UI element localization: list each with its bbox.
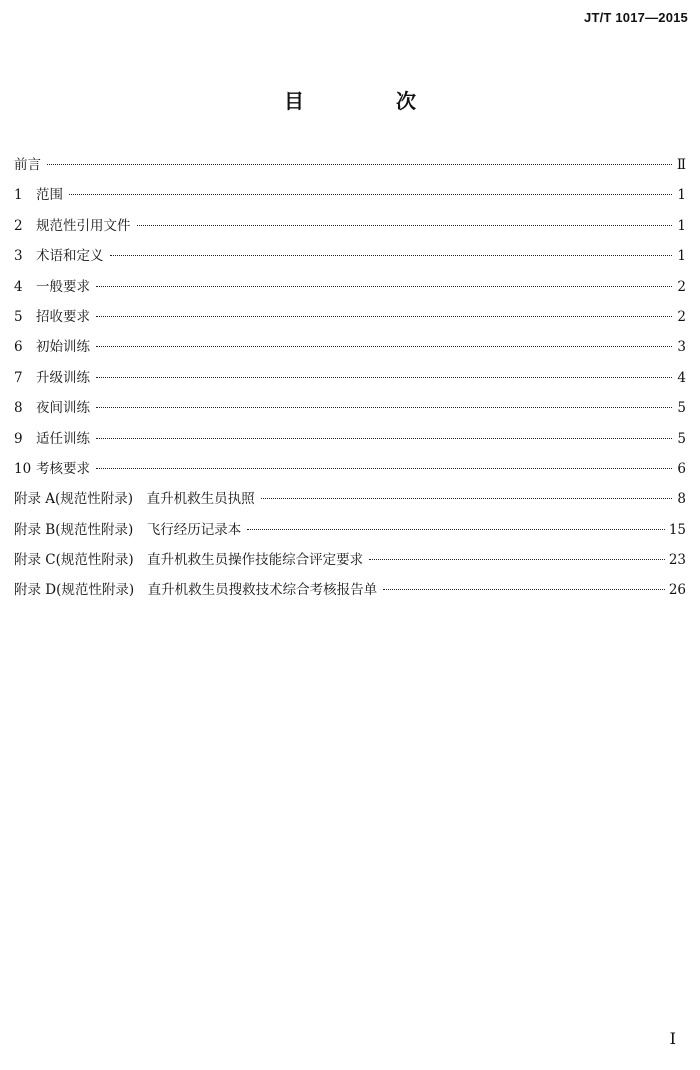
toc-entry-title: 升级训练 <box>36 369 90 386</box>
toc-dot-leader <box>96 438 672 439</box>
toc-entry-page: 8 <box>677 491 686 508</box>
toc-dot-leader <box>383 589 665 590</box>
toc-entry[interactable] <box>14 363 686 393</box>
toc-entry-title: 前言 <box>14 157 41 173</box>
toc-entry[interactable] <box>14 332 686 362</box>
toc-entry-page: Ⅱ <box>676 157 686 173</box>
toc-entry-page: 26 <box>668 582 686 599</box>
toc-entry-title: 规范性引用文件 <box>36 217 131 234</box>
toc-entry-number: 9 <box>14 430 23 447</box>
toc-entry-title: 适任训练 <box>36 430 90 447</box>
toc-entry-page: 1 <box>677 248 686 265</box>
toc-entry-page: 1 <box>677 187 686 204</box>
toc-entry-number: 2 <box>14 217 23 234</box>
toc-entry[interactable] <box>14 454 686 484</box>
toc-dot-leader <box>96 407 672 408</box>
toc-entry-number: 1 <box>14 187 23 204</box>
page-title: 目 次 <box>284 89 452 113</box>
toc-dot-leader <box>137 225 673 226</box>
standard-code: JT/T 1017—2015 <box>584 10 688 25</box>
toc-entry[interactable] <box>14 515 686 545</box>
toc-entry-page: 5 <box>677 400 686 417</box>
toc-entry-number: 10 <box>14 460 32 477</box>
toc-entry-number: 3 <box>14 248 23 265</box>
toc-dot-leader <box>369 559 665 560</box>
toc-entry-page: 4 <box>677 369 686 386</box>
toc-entry-title: 初始训练 <box>36 339 90 356</box>
toc-entry-number: 4 <box>14 278 23 295</box>
toc-dot-leader <box>261 498 672 499</box>
toc-entry-title: 附录 C(规范性附录) 直升机救生员操作技能综合评定要求 <box>14 552 364 569</box>
toc-dot-leader <box>110 255 673 256</box>
toc-entry-page: 5 <box>677 430 686 447</box>
toc-entry-number: 8 <box>14 400 23 417</box>
toc-entry-title: 范围 <box>36 187 63 204</box>
toc-entry-title: 附录 B(规范性附录) 飞行经历记录本 <box>14 521 242 538</box>
toc-entry-title: 考核要求 <box>36 460 90 477</box>
toc-entry-page: 3 <box>677 339 686 356</box>
toc-entry[interactable] <box>14 545 686 575</box>
toc-dot-leader <box>96 377 672 378</box>
toc-entry-title: 附录 D(规范性附录) 直升机救生员搜救技术综合考核报告单 <box>14 582 378 599</box>
toc-entry-page: 2 <box>677 278 686 295</box>
toc-entry[interactable] <box>14 302 686 332</box>
toc-entry-number: 7 <box>14 369 23 386</box>
toc-dot-leader <box>69 194 672 195</box>
toc-entry-page: 23 <box>668 552 686 569</box>
toc-entry-page: 2 <box>677 308 686 325</box>
toc-dot-leader <box>47 164 672 165</box>
toc-entry[interactable] <box>14 393 686 423</box>
toc-entry[interactable] <box>14 180 686 210</box>
toc-dot-leader <box>96 468 672 469</box>
page-number: I <box>669 1029 676 1048</box>
toc-entry-title: 术语和定义 <box>36 248 104 265</box>
toc-entry-page: 1 <box>677 217 686 234</box>
toc-entry-title: 招收要求 <box>36 308 90 325</box>
toc-entry-page: 15 <box>668 521 686 538</box>
toc-entry[interactable] <box>14 424 686 454</box>
toc-entry[interactable] <box>14 150 686 180</box>
toc-entry-title: 一般要求 <box>36 278 90 295</box>
toc-entry-title: 附录 A(规范性附录) 直升机救生员执照 <box>14 491 255 508</box>
toc-entry[interactable] <box>14 272 686 302</box>
toc-entry[interactable] <box>14 211 686 241</box>
toc-dot-leader <box>96 346 672 347</box>
toc-entry[interactable] <box>14 484 686 514</box>
table-of-contents <box>14 150 686 606</box>
toc-entry-number: 5 <box>14 308 23 325</box>
toc-dot-leader <box>96 286 672 287</box>
toc-entry[interactable] <box>14 575 686 605</box>
toc-entry-number: 6 <box>14 339 23 356</box>
toc-dot-leader <box>96 316 672 317</box>
toc-dot-leader <box>247 529 665 530</box>
toc-entry[interactable] <box>14 241 686 271</box>
toc-entry-title: 夜间训练 <box>36 400 90 417</box>
toc-entry-page: 6 <box>677 460 686 477</box>
